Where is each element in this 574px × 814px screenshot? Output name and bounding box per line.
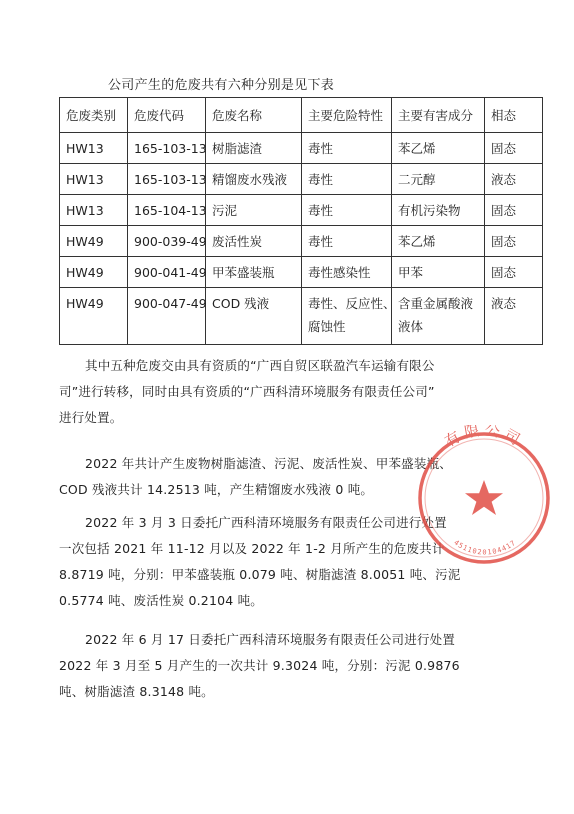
cell-component: 二元醇	[392, 164, 485, 195]
cell-hazard: 毒性	[302, 133, 392, 164]
cell-code: 165-103-13	[128, 133, 206, 164]
cell-component-line: 液体	[398, 319, 424, 334]
text-line: 2022 年 3 月 3 日委托广西科清环境服务有限责任公司进行处置	[85, 515, 447, 530]
header-state: 相态	[485, 98, 543, 133]
cell-state: 液态	[485, 288, 543, 345]
cell-component: 苯乙烯	[392, 226, 485, 257]
cell-name: 污泥	[206, 195, 302, 226]
header-category: 危废类别	[60, 98, 128, 133]
cell-category: HW13	[60, 164, 128, 195]
company-seal	[411, 425, 557, 571]
cell-state: 固态	[485, 133, 543, 164]
cell-state: 固态	[485, 195, 543, 226]
seal-star-icon	[465, 480, 503, 515]
table-row	[60, 164, 543, 195]
svg-text:有限公司	[442, 425, 527, 451]
cell-component: 苯乙烯	[392, 133, 485, 164]
cell-hazard: 毒性	[302, 195, 392, 226]
seal-number: 4511020104417	[452, 538, 518, 557]
seal-text: 有限公司	[441, 425, 527, 451]
table-row	[60, 226, 543, 257]
cell-state: 固态	[485, 226, 543, 257]
table-caption: 公司产生的危废共有六种分别是见下表	[108, 78, 335, 93]
table-header-row	[60, 98, 543, 133]
header-code: 危废代码	[128, 98, 206, 133]
cell-hazard	[302, 288, 396, 345]
text-line: COD 残液共计 14.2513 吨，产生精馏废水残液 0 吨。	[59, 482, 374, 497]
paragraph-disposal-companies	[59, 353, 529, 431]
cell-code: 900-047-49	[128, 288, 206, 345]
cell-hazard: 毒性	[302, 226, 392, 257]
cell-code: 900-041-49	[128, 257, 206, 288]
cell-component	[392, 288, 485, 345]
cell-hazard: 毒性	[302, 164, 392, 195]
svg-text:4511020104417	[452, 539, 517, 557]
header-name: 危废名称	[206, 98, 302, 133]
cell-hazard: 毒性感染性	[302, 257, 392, 288]
hazardous-waste-table	[59, 97, 543, 345]
text-line: 司”进行转移，同时由具有资质的“广西科清环境服务有限责任公司”	[59, 384, 435, 399]
table-row	[60, 133, 543, 164]
cell-category: HW49	[60, 257, 128, 288]
paragraph-june-disposal	[59, 627, 529, 705]
cell-state: 液态	[485, 164, 543, 195]
cell-code: 165-103-13	[128, 164, 206, 195]
text-line: 0.5774 吨、废活性炭 0.2104 吨。	[59, 593, 263, 608]
cell-code: 900-039-49	[128, 226, 206, 257]
header-component: 主要有害成分	[392, 98, 485, 133]
cell-name: 精馏废水残液	[206, 164, 302, 195]
text-line: 8.8719 吨，分别：甲苯盛装瓶 0.079 吨、树脂滤渣 8.0051 吨、污泥	[59, 567, 461, 582]
table-row	[60, 195, 543, 226]
cell-component: 甲苯	[392, 257, 485, 288]
cell-name: 甲苯盛装瓶	[206, 257, 302, 288]
text-line: 一次包括 2021 年 11-12 月以及 2022 年 1-2 月所产生的危废共计	[59, 541, 445, 556]
cell-state: 固态	[485, 257, 543, 288]
header-hazard: 主要危险特性	[302, 98, 392, 133]
cell-category: HW13	[60, 133, 128, 164]
text-line: 进行处置。	[59, 410, 123, 425]
cell-hazard-line: 腐蚀性	[308, 319, 346, 334]
text-line: 2022 年 3 月至 5 月产生的一次共计 9.3024 吨，分别：污泥 0.9876	[59, 658, 460, 673]
cell-category: HW49	[60, 226, 128, 257]
cell-name: 废活性炭	[206, 226, 302, 257]
cell-category: HW13	[60, 195, 128, 226]
cell-hazard-line: 毒性、反应性、	[308, 296, 396, 311]
company-seal-graphic	[411, 425, 557, 571]
cell-component-line: 含重金属酸液	[398, 296, 474, 311]
text-line: 2022 年 6 月 17 日委托广西科清环境服务有限责任公司进行处置	[85, 632, 456, 647]
cell-code: 165-104-13	[128, 195, 206, 226]
cell-category: HW49	[60, 288, 128, 345]
cell-component: 有机污染物	[392, 195, 485, 226]
cell-name: 树脂滤渣	[206, 133, 302, 164]
text-line: 吨、树脂滤渣 8.3148 吨。	[59, 684, 214, 699]
cell-name: COD 残液	[206, 288, 302, 345]
text-line: 其中五种危废交由具有资质的“广西自贸区联盈汽车运输有限公	[85, 358, 435, 373]
table-row	[60, 288, 543, 345]
text-line: 2022 年共计产生废物树脂滤渣、污泥、废活性炭、甲苯盛装瓶、	[85, 456, 452, 471]
table-row	[60, 257, 543, 288]
